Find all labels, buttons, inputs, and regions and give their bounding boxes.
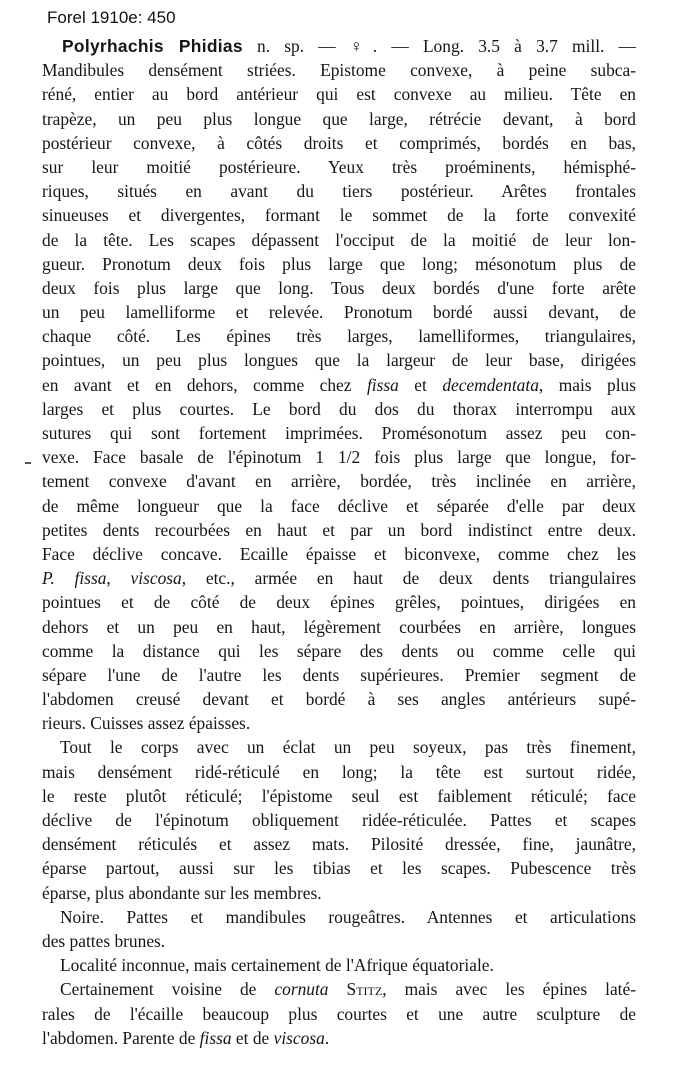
text-line: pointues, un peu plus longues que la largeur de leur base, dirigées (42, 350, 636, 371)
text-line: Face déclive concave. Ecaille épaisse et biconvexe, comme chez les (42, 543, 636, 564)
text-line: gueur. Pronotum deux fois plus large que long; mésonotum plus de (42, 253, 636, 274)
text-line: dehors et un peu en haut, légèrement courbées en arrière, longues (42, 616, 636, 637)
text-segment: Certainement voisine de (60, 979, 275, 1000)
text-line: de même longueur que la face déclive et séparée d'elle par deux (42, 495, 636, 516)
text-line: de la tête. Les scapes dépassent l'occiput de la moitié de leur lon- (42, 229, 636, 250)
text-line (42, 373, 636, 397)
text-line: sinueuses et divergentes, formant le sommet de la forte convexité (42, 205, 636, 226)
page-reference: Forel 1910e: 450 (47, 8, 176, 27)
text-line: l'abdomen creusé devant et bordé à ses angles antérieurs supé- (42, 689, 636, 710)
text-line: un peu lamelliforme et relevée. Pronotum bordé aussi devant, de (42, 302, 636, 323)
text-line: trapèze, un peu plus longue que large, rétrécie devant, à bord (42, 108, 636, 129)
text-line (42, 1026, 636, 1050)
margin-mark (25, 462, 31, 464)
text-line: riques, situés en avant du tiers postérieur. Arêtes frontales (42, 181, 636, 202)
text-line: Mandibules densément striées. Epistome convexe, à peine subca- (42, 60, 636, 81)
author-name: Stitz (346, 979, 383, 1000)
text-line: mais densément ridé-réticulé en long; la tête est surtout ridée, (42, 761, 636, 782)
text-line: tement convexe d'avant en arrière, bordée, très inclinée en arrière, (42, 471, 636, 492)
text-line: sépare l'une de l'autre les dents supérieures. Premier segment de (42, 664, 636, 685)
text-segment: et de (231, 1027, 274, 1048)
text-line (42, 977, 636, 1001)
text-line: deux fois plus large que long. Tous deux bordés d'une forte arête (42, 277, 636, 298)
species-name: Polyrhachis Phidias (62, 36, 243, 56)
text-segment: , etc., armée en haut de deux dents triangulaires (181, 568, 636, 589)
species-title-line (42, 34, 636, 58)
species-ref-fissa: fissa (366, 374, 399, 395)
text-line: larges et plus courtes. Le bord du dos du thorax interrompu aux (42, 398, 636, 419)
text-line: éparse, plus abondante sur les membres. (42, 882, 322, 903)
species-ref-cornuta: cornuta (274, 979, 329, 1000)
text-line: sur leur moitié postérieure. Yeux très proéminents, hémisphé- (42, 156, 636, 177)
text-line: rieurs. Cuisses assez épaisses. (42, 713, 251, 734)
species-ref-viscosa: viscosa (273, 1027, 325, 1048)
text-segment: et (398, 374, 443, 395)
text-line: réné, entier au bord antérieur qui est convexe au milieu. Tête en (42, 84, 636, 105)
text-line: le reste plutôt réticulé; l'épistome seul est faiblement réticulé; face (42, 785, 636, 806)
text-line: Localité inconnue, mais certainement de l'Afrique équatoriale. (60, 955, 494, 976)
species-description (42, 34, 636, 1050)
text-line: chaque côté. Les épines très larges, lamelliformes, triangulaires, (42, 326, 636, 347)
text-segment: , (106, 568, 131, 589)
text-line: Noire. Pattes et mandibules rougeâtres. Antennes et articulations (60, 906, 636, 927)
text-segment: . (324, 1027, 330, 1048)
text-line: éparse partout, aussi sur les tibias et les scapes. Pubescence très (42, 858, 636, 879)
text-segment: , mais plus (538, 374, 636, 395)
text-line: vexe. Face basale de l'épinotum 1 1/2 fois plus large que longue, for- (42, 447, 636, 468)
text-line: Tout le corps avec un éclat un peu soyeux, pas très finement, (60, 737, 636, 758)
species-description-head: n. sp. — ♀. — Long. 3.5 à 3.7 mill. — (242, 36, 636, 56)
text-line (42, 566, 636, 590)
species-ref-p-fissa: P. fissa (42, 568, 107, 589)
species-ref-fissa: fissa (199, 1027, 232, 1048)
text-line: pointues et de côté de deux épines grêles, pointues, dirigées en (42, 592, 636, 613)
text-segment: en avant et en dehors, comme chez (42, 374, 367, 395)
text-line: densément réticulés et assez mats. Pilosité dressée, fine, jaunâtre, (42, 834, 636, 855)
text-segment: , mais avec les épines laté- (382, 979, 637, 1000)
text-line: rales de l'écaille beaucoup plus courtes et une autre sculpture de (42, 1003, 636, 1024)
text-line: déclive de l'épinotum obliquement ridée-réticulée. Pattes et scapes (42, 810, 636, 830)
species-ref-viscosa: viscosa (130, 568, 182, 589)
species-ref-decemdentata: decemdentata (442, 374, 539, 395)
text-line: des pattes brunes. (42, 930, 166, 951)
text-line: sutures qui sont fortement imprimées. Promésonotum assez peu con- (42, 423, 636, 443)
text-line: postérieur convexe, à côtés droits et comprimés, bordés en bas, (42, 132, 636, 153)
text-segment (329, 979, 347, 999)
text-segment: l'abdomen. Parente de (42, 1027, 200, 1048)
text-line: petites dents recourbées en haut et par un bord indistinct entre deux. (42, 519, 636, 540)
text-line: comme la distance qui les sépare des dents ou comme celle qui (42, 640, 636, 661)
